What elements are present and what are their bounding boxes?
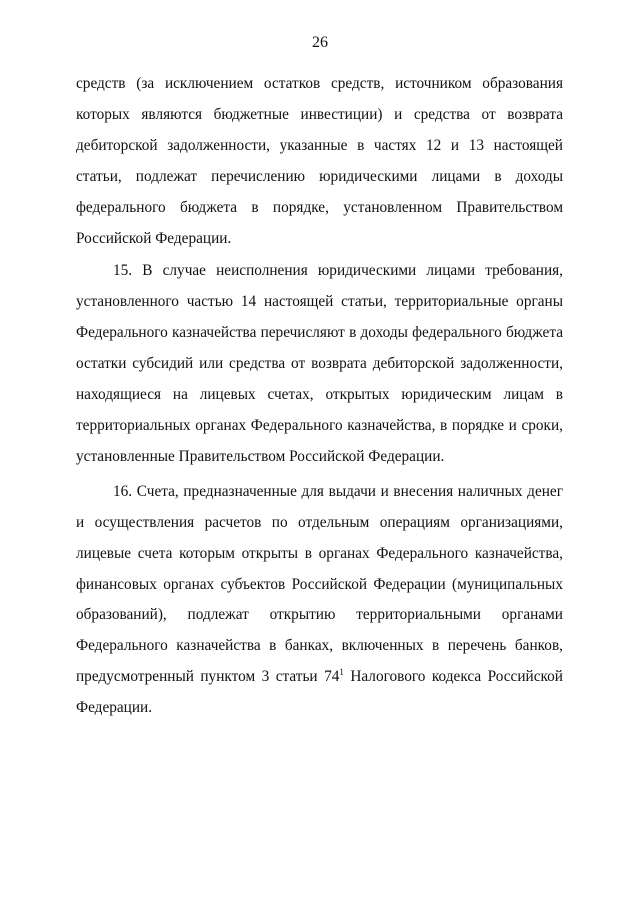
paragraph-15: 15. В случае неисполнения юридическими лицами требования, установленного частью 14 настоящей статьи, территориальные органы Федерального казначейства перечисляют в доходы федерального бюджета остатки субсидий или средства от возврата дебиторской задолженности, находящиеся на лицевых счетах, открытых юридическим лицам в территориальных органах Федерального казначейства, в порядке и сроки, установленные Правительством Российской Федерации. — [76, 262, 563, 465]
paragraph-16 — [76, 477, 563, 724]
page-number: 26 — [312, 34, 328, 51]
paragraph-16-text: 16. Счета, предназначенные для выдачи и внесения наличных денег и осуществления расчетов по отдельным операциям организациями, лицевые счета которым открыты в органах Федерального казначейства, финансовых органах субъектов Российской Федерации (муниципальных образований), подлежат открытию территориальными органами Федерального казначейства в банках, включенных в перечень банков, предусмотренный пунктом 3 статьи 74 — [76, 482, 563, 686]
document-body — [76, 69, 563, 724]
article-superscript: 1 — [339, 667, 344, 678]
paragraph-16-tail: Налогового кодекса Российской Федерации. — [76, 668, 563, 717]
paragraph-continuation: средств (за исключением остатков средств, источником образования которых являются бюджетные инвестиции) и средства от возврата дебиторской задолженности, указанные в частях 12 и 13 настоящей статьи, подлежат перечислению юридическими лицами в доходы федерального бюджета в порядке, установленном Правительством Российской Федерации. — [76, 75, 563, 247]
